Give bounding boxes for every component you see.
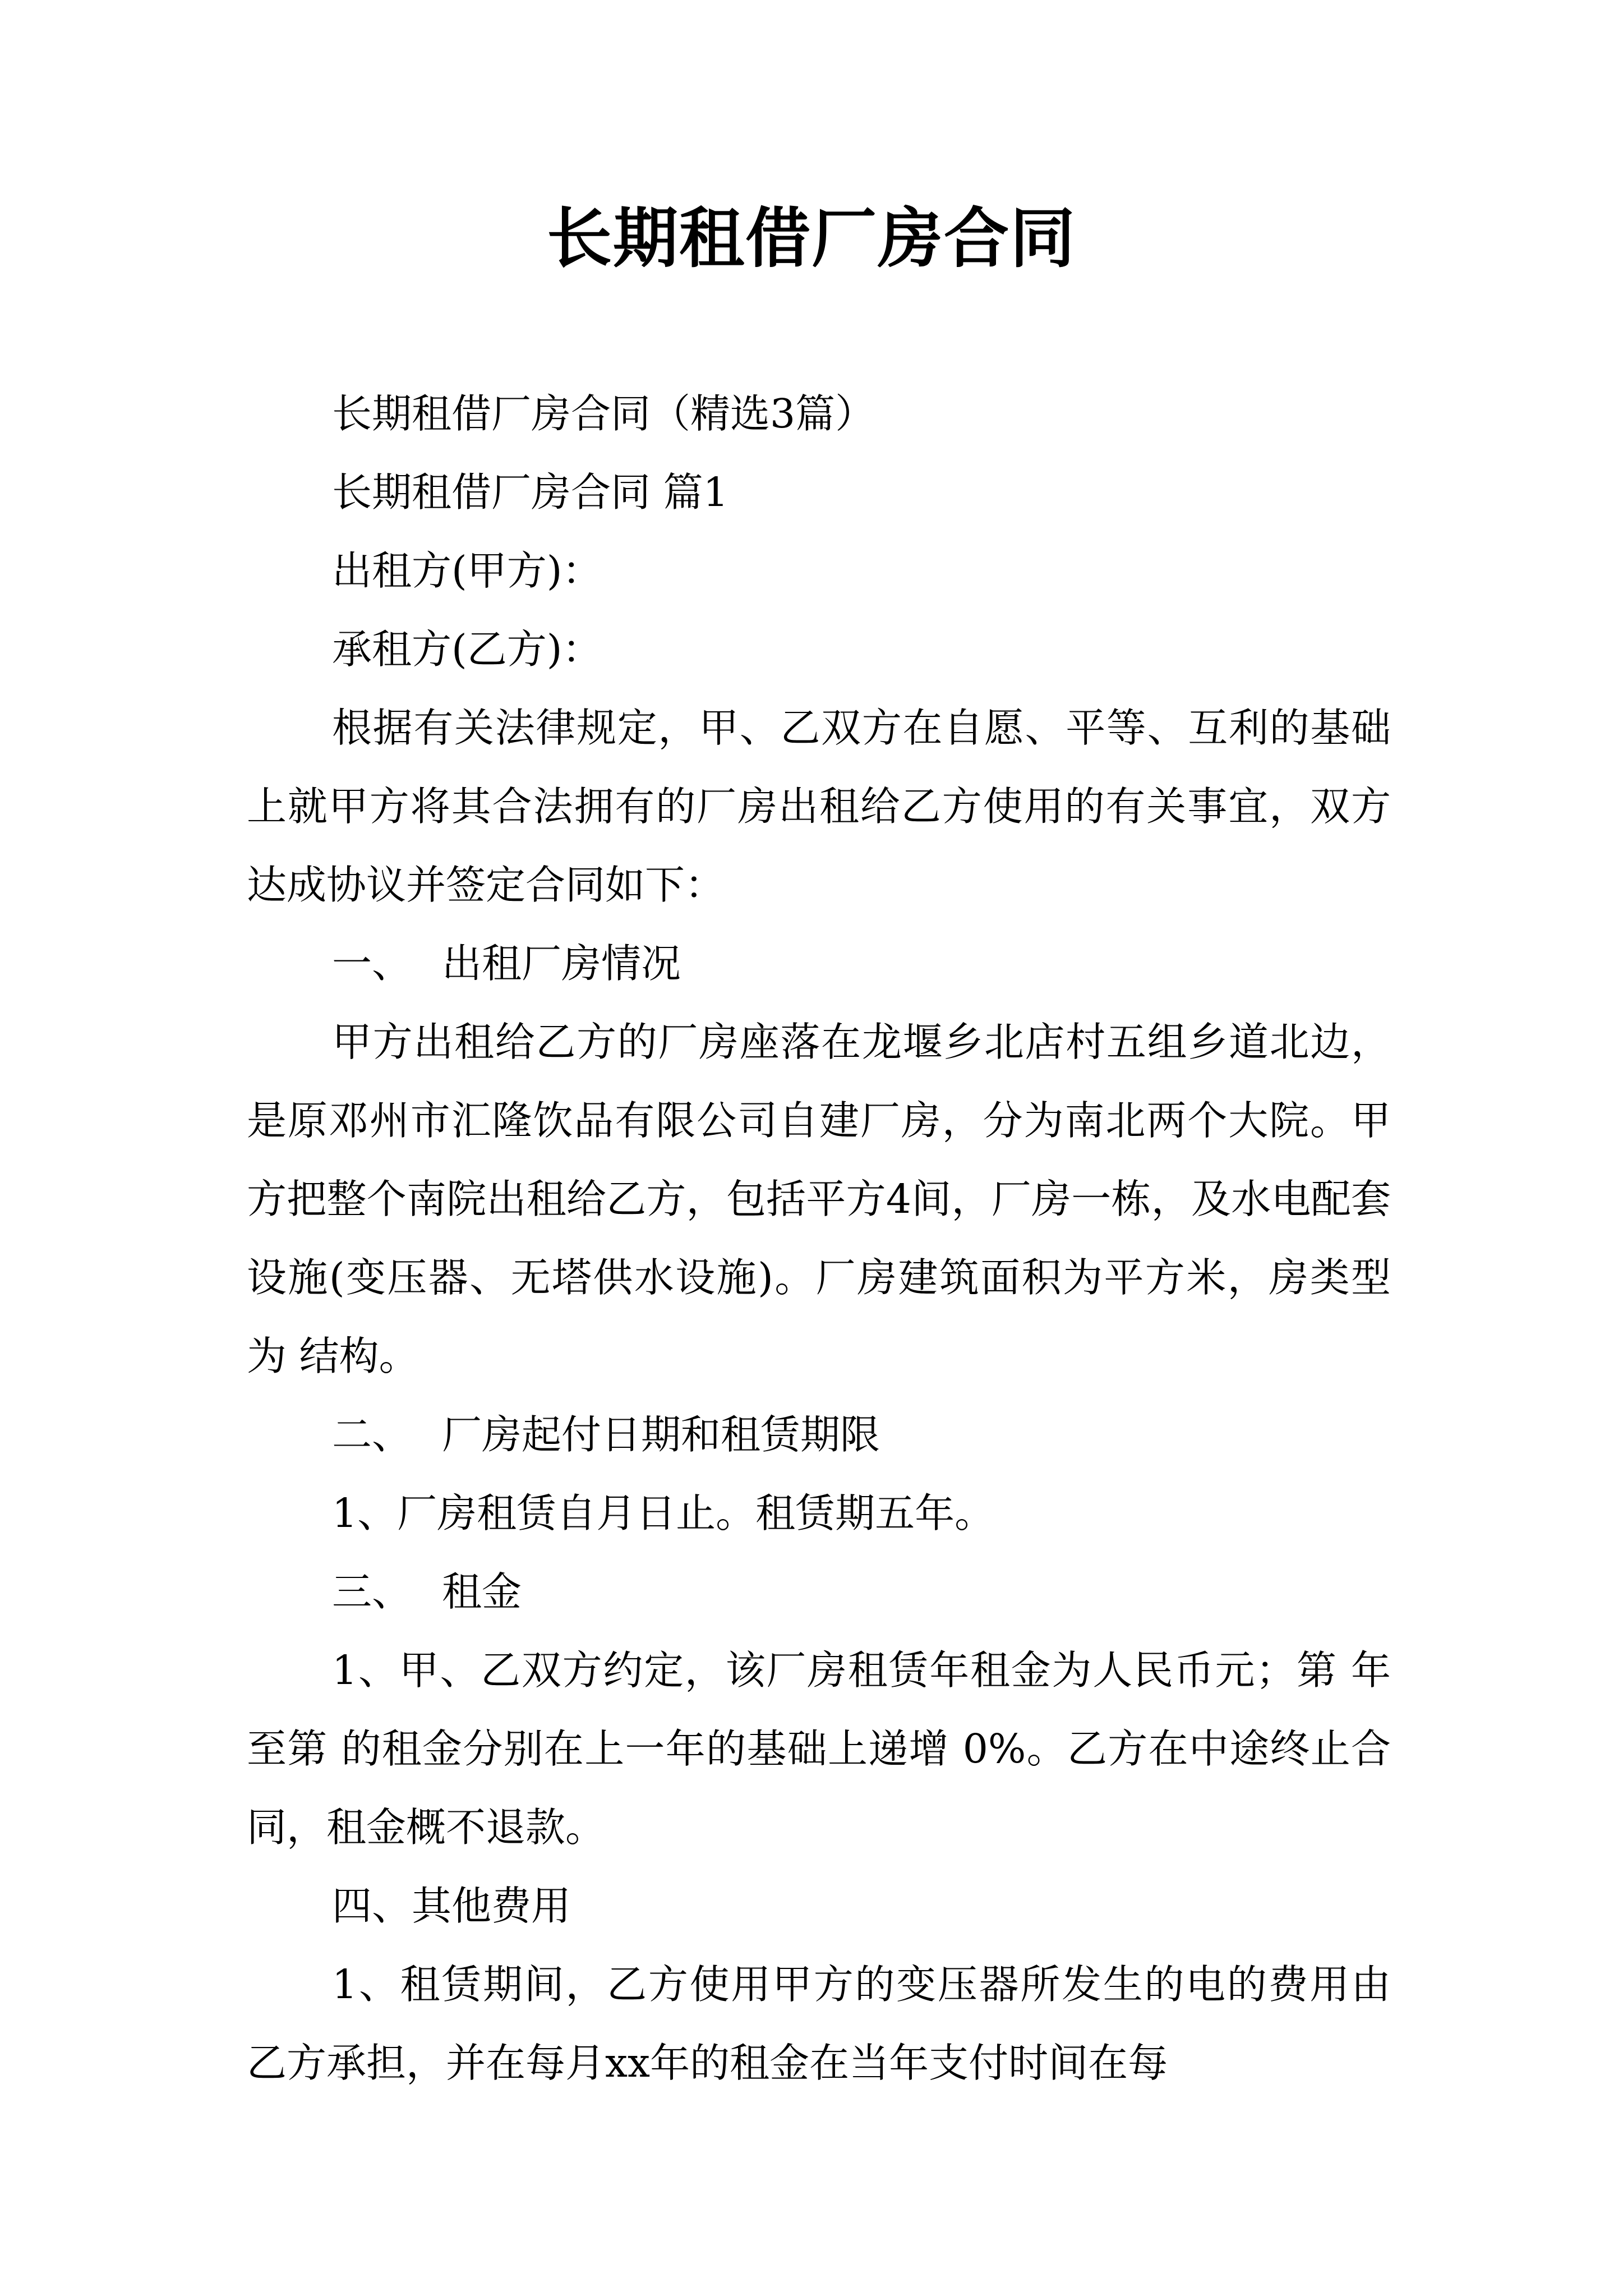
chapter-heading-1: 长期租借厂房合同 篇1 — [332, 469, 728, 516]
lease-term-paragraph: 1、厂房租赁自月日止。租赁期五年。 — [332, 1490, 995, 1536]
section-title: 租金 — [442, 1568, 522, 1615]
other-fees-paragraph: 1、租赁期间，乙方使用甲方的变压器所发生的电的费用由乙方承担，并在每月xx年的租金在当年支付时间在每 — [247, 1961, 1391, 2086]
section-number: 三、 — [332, 1568, 412, 1615]
lessor-line: 出租方(甲方)： — [332, 547, 602, 594]
rent-paragraph: 1、甲、乙双方约定，该厂房租赁年租金为人民币元；第 年至第 的租金分别在上一年的基础上递增 0%。乙方在中途终止合同，租金概不退款。 — [247, 1647, 1391, 1851]
lessee-line: 承租方(乙方)： — [332, 626, 602, 673]
subtitle-selected-three: 长期租借厂房合同（精选3篇） — [332, 390, 875, 437]
preamble-paragraph: 根据有关法律规定，甲、乙双方在自愿、平等、互利的基础上就甲方将其合法拥有的厂房出租给乙方使用的有关事宜，双方达成协议并签定合同如下： — [247, 705, 1391, 908]
section-title: 出租厂房情况 — [442, 940, 681, 987]
section-number: 二、 — [332, 1411, 412, 1458]
section-heading-1 — [247, 924, 1391, 1003]
section-heading-4: 四、其他费用 — [332, 1883, 571, 1929]
section-heading-2 — [247, 1396, 1391, 1474]
section-heading-3 — [247, 1553, 1391, 1631]
factory-description-paragraph: 甲方出租给乙方的厂房座落在龙堰乡北店村五组乡道北边，是原邓州市汇隆饮品有限公司自建厂房，分为南北两个大院。甲方把整个南院出租给乙方，包括平方4间，厂房一栋，及水电配套设施(变压器、无塔供水设施)。厂房建筑面积为平方米，房类型为 结构。 — [247, 1019, 1391, 1379]
section-number: 一、 — [332, 940, 412, 987]
document-title: 长期租借厂房合同 — [547, 200, 1076, 277]
section-title: 厂房起付日期和租赁期限 — [442, 1411, 880, 1458]
document-body — [247, 375, 1391, 2102]
